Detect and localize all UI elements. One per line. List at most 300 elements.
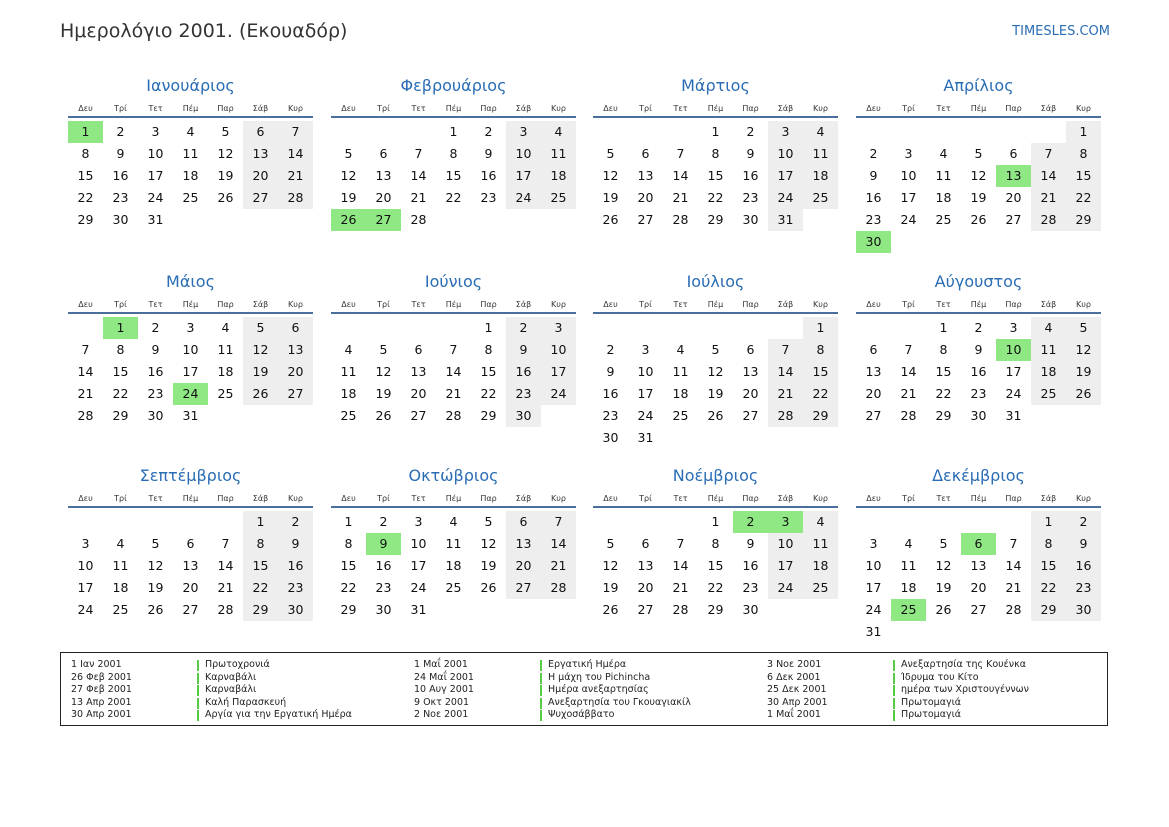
day-cell[interactable]: 22 [1031, 577, 1066, 599]
day-cell[interactable]: 5 [243, 317, 278, 339]
day-cell[interactable]: 6 [641, 146, 650, 161]
day-cell[interactable]: 30 [278, 599, 313, 621]
day-cell[interactable]: 12 [602, 168, 619, 183]
day-cell[interactable]: 8 [711, 536, 720, 551]
day-cell[interactable]: 10 [147, 146, 164, 161]
day-cell[interactable]: 11 [803, 533, 838, 555]
day-cell[interactable]: 17 [410, 558, 427, 573]
day-cell[interactable]: 1 [68, 121, 103, 143]
day-cell[interactable]: 1 [711, 514, 720, 529]
day-cell[interactable]: 24 [900, 212, 917, 227]
day-cell[interactable]: 9 [746, 536, 755, 551]
day-cell[interactable]: 9 [278, 533, 313, 555]
day-cell[interactable]: 1 [103, 317, 138, 339]
day-cell[interactable]: 19 [707, 386, 724, 401]
day-cell[interactable]: 19 [217, 168, 234, 183]
day-cell[interactable]: 29 [803, 405, 838, 427]
day-cell[interactable]: 1 [484, 320, 493, 335]
day-cell[interactable]: 10 [996, 339, 1031, 361]
day-cell[interactable]: 5 [379, 342, 388, 357]
day-cell[interactable]: 22 [77, 190, 94, 205]
day-cell[interactable]: 15 [1031, 555, 1066, 577]
day-cell[interactable]: 14 [445, 364, 462, 379]
day-cell[interactable]: 20 [506, 555, 541, 577]
day-cell[interactable]: 1 [449, 124, 458, 139]
day-cell[interactable]: 29 [112, 408, 129, 423]
day-cell[interactable]: 11 [541, 143, 576, 165]
day-cell[interactable]: 23 [742, 580, 759, 595]
day-cell[interactable]: 20 [865, 386, 882, 401]
day-cell[interactable]: 28 [445, 408, 462, 423]
day-cell[interactable]: 16 [375, 558, 392, 573]
day-cell[interactable]: 27 [742, 408, 759, 423]
day-cell[interactable]: 17 [77, 580, 94, 595]
day-cell[interactable]: 9 [116, 146, 125, 161]
day-cell[interactable]: 5 [1066, 317, 1101, 339]
day-cell[interactable]: 18 [182, 168, 199, 183]
day-cell[interactable]: 18 [112, 580, 129, 595]
day-cell[interactable]: 16 [506, 361, 541, 383]
day-cell[interactable]: 13 [637, 168, 654, 183]
day-cell[interactable]: 24 [147, 190, 164, 205]
day-cell[interactable]: 24 [865, 602, 882, 617]
day-cell[interactable]: 27 [637, 212, 654, 227]
day-cell[interactable]: 25 [1031, 383, 1066, 405]
day-cell[interactable]: 12 [1066, 339, 1101, 361]
day-cell[interactable]: 15 [340, 558, 357, 573]
day-cell[interactable]: 18 [445, 558, 462, 573]
day-cell[interactable]: 30 [602, 430, 619, 445]
day-cell[interactable]: 26 [1066, 383, 1101, 405]
day-cell[interactable]: 22 [480, 386, 497, 401]
day-cell[interactable]: 12 [480, 536, 497, 551]
day-cell[interactable]: 15 [707, 168, 724, 183]
day-cell[interactable]: 14 [541, 533, 576, 555]
day-cell[interactable]: 13 [742, 364, 759, 379]
day-cell[interactable]: 9 [974, 342, 983, 357]
day-cell[interactable]: 13 [506, 533, 541, 555]
day-cell[interactable]: 15 [77, 168, 94, 183]
day-cell[interactable]: 21 [541, 555, 576, 577]
day-cell[interactable]: 31 [768, 209, 803, 231]
day-cell[interactable]: 21 [1031, 187, 1066, 209]
day-cell[interactable]: 19 [602, 580, 619, 595]
day-cell[interactable]: 28 [672, 602, 689, 617]
day-cell[interactable]: 10 [637, 364, 654, 379]
day-cell[interactable]: 18 [672, 386, 689, 401]
day-cell[interactable]: 27 [182, 602, 199, 617]
day-cell[interactable]: 23 [480, 190, 497, 205]
day-cell[interactable]: 28 [672, 212, 689, 227]
day-cell[interactable]: 9 [366, 533, 401, 555]
day-cell[interactable]: 21 [278, 165, 313, 187]
day-cell[interactable]: 7 [541, 511, 576, 533]
day-cell[interactable]: 6 [186, 536, 195, 551]
day-cell[interactable]: 15 [243, 555, 278, 577]
day-cell[interactable]: 28 [1005, 602, 1022, 617]
day-cell[interactable]: 22 [445, 190, 462, 205]
day-cell[interactable]: 6 [869, 342, 878, 357]
day-cell[interactable]: 20 [1005, 190, 1022, 205]
day-cell[interactable]: 21 [900, 386, 917, 401]
day-cell[interactable]: 7 [904, 342, 913, 357]
day-cell[interactable]: 11 [803, 143, 838, 165]
day-cell[interactable]: 6 [243, 121, 278, 143]
day-cell[interactable]: 25 [112, 602, 129, 617]
day-cell[interactable]: 12 [707, 364, 724, 379]
day-cell[interactable]: 1 [344, 514, 353, 529]
day-cell[interactable]: 25 [891, 599, 926, 621]
day-cell[interactable]: 27 [506, 577, 541, 599]
day-cell[interactable]: 11 [112, 558, 129, 573]
day-cell[interactable]: 30 [742, 212, 759, 227]
day-cell[interactable]: 30 [112, 212, 129, 227]
day-cell[interactable]: 24 [410, 580, 427, 595]
day-cell[interactable]: 2 [746, 124, 755, 139]
day-cell[interactable]: 16 [112, 168, 129, 183]
day-cell[interactable]: 9 [506, 339, 541, 361]
day-cell[interactable]: 10 [865, 558, 882, 573]
day-cell[interactable]: 7 [768, 339, 803, 361]
day-cell[interactable]: 14 [672, 558, 689, 573]
day-cell[interactable]: 16 [147, 364, 164, 379]
day-cell[interactable]: 22 [112, 386, 129, 401]
day-cell[interactable]: 24 [541, 383, 576, 405]
day-cell[interactable]: 2 [278, 511, 313, 533]
day-cell[interactable]: 19 [375, 386, 392, 401]
day-cell[interactable]: 18 [900, 580, 917, 595]
day-cell[interactable]: 20 [278, 361, 313, 383]
day-cell[interactable]: 5 [606, 146, 615, 161]
day-cell[interactable]: 12 [602, 558, 619, 573]
day-cell[interactable]: 21 [410, 190, 427, 205]
day-cell[interactable]: 18 [935, 190, 952, 205]
day-cell[interactable]: 10 [768, 143, 803, 165]
day-cell[interactable]: 18 [803, 555, 838, 577]
day-cell[interactable]: 16 [970, 364, 987, 379]
day-cell[interactable]: 8 [344, 536, 353, 551]
day-cell[interactable]: 27 [243, 187, 278, 209]
day-cell[interactable]: 20 [637, 190, 654, 205]
day-cell[interactable]: 30 [1066, 599, 1101, 621]
day-cell[interactable]: 25 [182, 190, 199, 205]
day-cell[interactable]: 14 [1005, 558, 1022, 573]
day-cell[interactable]: 9 [869, 168, 878, 183]
day-cell[interactable]: 19 [970, 190, 987, 205]
day-cell[interactable]: 3 [506, 121, 541, 143]
day-cell[interactable]: 27 [865, 408, 882, 423]
day-cell[interactable]: 6 [278, 317, 313, 339]
day-cell[interactable]: 12 [217, 146, 234, 161]
day-cell[interactable]: 2 [733, 511, 768, 533]
day-cell[interactable]: 26 [331, 209, 366, 231]
day-cell[interactable]: 20 [637, 580, 654, 595]
day-cell[interactable]: 14 [217, 558, 234, 573]
day-cell[interactable]: 8 [1031, 533, 1066, 555]
day-cell[interactable]: 18 [340, 386, 357, 401]
day-cell[interactable]: 28 [77, 408, 94, 423]
day-cell[interactable]: 12 [147, 558, 164, 573]
day-cell[interactable]: 29 [707, 212, 724, 227]
day-cell[interactable]: 27 [637, 602, 654, 617]
day-cell[interactable]: 2 [379, 514, 388, 529]
day-cell[interactable]: 3 [904, 146, 913, 161]
day-cell[interactable]: 5 [221, 124, 230, 139]
day-cell[interactable]: 19 [147, 580, 164, 595]
day-cell[interactable]: 11 [182, 146, 199, 161]
day-cell[interactable]: 8 [711, 146, 720, 161]
day-cell[interactable]: 11 [217, 342, 234, 357]
day-cell[interactable]: 25 [803, 187, 838, 209]
day-cell[interactable]: 4 [1031, 317, 1066, 339]
day-cell[interactable]: 20 [970, 580, 987, 595]
day-cell[interactable]: 14 [278, 143, 313, 165]
day-cell[interactable]: 29 [243, 599, 278, 621]
day-cell[interactable]: 14 [768, 361, 803, 383]
day-cell[interactable]: 7 [1009, 536, 1018, 551]
day-cell[interactable]: 18 [541, 165, 576, 187]
day-cell[interactable]: 24 [768, 577, 803, 599]
day-cell[interactable]: 9 [746, 146, 755, 161]
day-cell[interactable]: 31 [147, 212, 164, 227]
day-cell[interactable]: 16 [278, 555, 313, 577]
day-cell[interactable]: 2 [1066, 511, 1101, 533]
day-cell[interactable]: 23 [1066, 577, 1101, 599]
day-cell[interactable]: 26 [375, 408, 392, 423]
day-cell[interactable]: 16 [480, 168, 497, 183]
day-cell[interactable]: 24 [637, 408, 654, 423]
day-cell[interactable]: 13 [410, 364, 427, 379]
day-cell[interactable]: 25 [672, 408, 689, 423]
day-cell[interactable]: 23 [970, 386, 987, 401]
day-cell[interactable]: 17 [1005, 364, 1022, 379]
day-cell[interactable]: 11 [900, 558, 917, 573]
day-cell[interactable]: 30 [506, 405, 541, 427]
day-cell[interactable]: 4 [344, 342, 353, 357]
day-cell[interactable]: 16 [1066, 555, 1101, 577]
day-cell[interactable]: 20 [182, 580, 199, 595]
day-cell[interactable]: 18 [1031, 361, 1066, 383]
day-cell[interactable]: 30 [375, 602, 392, 617]
day-cell[interactable]: 2 [151, 320, 160, 335]
day-cell[interactable]: 2 [606, 342, 615, 357]
day-cell[interactable]: 22 [707, 580, 724, 595]
day-cell[interactable]: 26 [602, 602, 619, 617]
day-cell[interactable]: 22 [803, 383, 838, 405]
day-cell[interactable]: 8 [116, 342, 125, 357]
day-cell[interactable]: 23 [602, 408, 619, 423]
day-cell[interactable]: 17 [900, 190, 917, 205]
day-cell[interactable]: 20 [375, 190, 392, 205]
day-cell[interactable]: 26 [243, 383, 278, 405]
day-cell[interactable]: 5 [974, 146, 983, 161]
day-cell[interactable]: 25 [541, 187, 576, 209]
day-cell[interactable]: 29 [1031, 599, 1066, 621]
day-cell[interactable]: 5 [606, 536, 615, 551]
day-cell[interactable]: 6 [746, 342, 755, 357]
day-cell[interactable]: 10 [182, 342, 199, 357]
day-cell[interactable]: 16 [742, 558, 759, 573]
day-cell[interactable]: 23 [278, 577, 313, 599]
day-cell[interactable]: 4 [904, 536, 913, 551]
day-cell[interactable]: 22 [243, 577, 278, 599]
day-cell[interactable]: 19 [935, 580, 952, 595]
day-cell[interactable]: 24 [77, 602, 94, 617]
day-cell[interactable]: 20 [243, 165, 278, 187]
day-cell[interactable]: 21 [672, 190, 689, 205]
day-cell[interactable]: 9 [484, 146, 493, 161]
day-cell[interactable]: 26 [480, 580, 497, 595]
day-cell[interactable]: 17 [541, 361, 576, 383]
day-cell[interactable]: 28 [410, 212, 427, 227]
day-cell[interactable]: 21 [768, 383, 803, 405]
day-cell[interactable]: 15 [112, 364, 129, 379]
day-cell[interactable]: 7 [1031, 143, 1066, 165]
day-cell[interactable]: 6 [641, 536, 650, 551]
day-cell[interactable]: 17 [147, 168, 164, 183]
day-cell[interactable]: 26 [970, 212, 987, 227]
day-cell[interactable]: 7 [81, 342, 90, 357]
day-cell[interactable]: 6 [506, 511, 541, 533]
day-cell[interactable]: 3 [768, 121, 803, 143]
day-cell[interactable]: 24 [173, 383, 208, 405]
day-cell[interactable]: 19 [480, 558, 497, 573]
day-cell[interactable]: 28 [278, 187, 313, 209]
day-cell[interactable]: 26 [707, 408, 724, 423]
day-cell[interactable]: 1 [1031, 511, 1066, 533]
day-cell[interactable]: 24 [506, 187, 541, 209]
day-cell[interactable]: 4 [449, 514, 458, 529]
day-cell[interactable]: 9 [1066, 533, 1101, 555]
day-cell[interactable]: 16 [602, 386, 619, 401]
day-cell[interactable]: 12 [935, 558, 952, 573]
day-cell[interactable]: 14 [1031, 165, 1066, 187]
day-cell[interactable]: 29 [77, 212, 94, 227]
day-cell[interactable]: 31 [410, 602, 427, 617]
day-cell[interactable]: 4 [541, 121, 576, 143]
day-cell[interactable]: 28 [217, 602, 234, 617]
day-cell[interactable]: 14 [77, 364, 94, 379]
day-cell[interactable]: 5 [151, 536, 160, 551]
day-cell[interactable]: 10 [77, 558, 94, 573]
day-cell[interactable]: 28 [768, 405, 803, 427]
day-cell[interactable]: 2 [974, 320, 983, 335]
day-cell[interactable]: 4 [676, 342, 685, 357]
day-cell[interactable]: 23 [375, 580, 392, 595]
day-cell[interactable]: 27 [1005, 212, 1022, 227]
day-cell[interactable]: 5 [344, 146, 353, 161]
day-cell[interactable]: 22 [340, 580, 357, 595]
day-cell[interactable]: 8 [449, 146, 458, 161]
day-cell[interactable]: 31 [182, 408, 199, 423]
day-cell[interactable]: 17 [637, 386, 654, 401]
day-cell[interactable]: 30 [742, 602, 759, 617]
day-cell[interactable]: 25 [340, 408, 357, 423]
day-cell[interactable]: 11 [935, 168, 952, 183]
day-cell[interactable]: 17 [768, 165, 803, 187]
day-cell[interactable]: 6 [414, 342, 423, 357]
day-cell[interactable]: 9 [151, 342, 160, 357]
day-cell[interactable]: 27 [278, 383, 313, 405]
day-cell[interactable]: 9 [606, 364, 615, 379]
day-cell[interactable]: 17 [506, 165, 541, 187]
day-cell[interactable]: 8 [243, 533, 278, 555]
day-cell[interactable]: 30 [970, 408, 987, 423]
day-cell[interactable]: 1 [1066, 121, 1101, 143]
day-cell[interactable]: 19 [602, 190, 619, 205]
day-cell[interactable]: 1 [939, 320, 948, 335]
day-cell[interactable]: 28 [1031, 209, 1066, 231]
day-cell[interactable]: 14 [410, 168, 427, 183]
day-cell[interactable]: 11 [340, 364, 357, 379]
day-cell[interactable]: 25 [935, 212, 952, 227]
day-cell[interactable]: 6 [1009, 146, 1018, 161]
day-cell[interactable]: 20 [742, 386, 759, 401]
day-cell[interactable]: 2 [116, 124, 125, 139]
day-cell[interactable]: 5 [939, 536, 948, 551]
day-cell[interactable]: 29 [1066, 209, 1101, 231]
day-cell[interactable]: 21 [445, 386, 462, 401]
day-cell[interactable]: 13 [637, 558, 654, 573]
day-cell[interactable]: 13 [865, 364, 882, 379]
day-cell[interactable]: 23 [112, 190, 129, 205]
day-cell[interactable]: 13 [970, 558, 987, 573]
day-cell[interactable]: 28 [541, 577, 576, 599]
day-cell[interactable]: 4 [803, 121, 838, 143]
day-cell[interactable]: 11 [445, 536, 462, 551]
day-cell[interactable]: 3 [768, 511, 803, 533]
day-cell[interactable]: 22 [707, 190, 724, 205]
day-cell[interactable]: 31 [1005, 408, 1022, 423]
day-cell[interactable]: 17 [768, 555, 803, 577]
day-cell[interactable]: 11 [1031, 339, 1066, 361]
day-cell[interactable]: 15 [707, 558, 724, 573]
day-cell[interactable]: 7 [676, 146, 685, 161]
day-cell[interactable]: 13 [278, 339, 313, 361]
day-cell[interactable]: 21 [217, 580, 234, 595]
day-cell[interactable]: 10 [768, 533, 803, 555]
day-cell[interactable]: 3 [1009, 320, 1018, 335]
day-cell[interactable]: 12 [970, 168, 987, 183]
day-cell[interactable]: 15 [1066, 165, 1101, 187]
day-cell[interactable]: 3 [869, 536, 878, 551]
day-cell[interactable]: 8 [939, 342, 948, 357]
day-cell[interactable]: 10 [506, 143, 541, 165]
day-cell[interactable]: 29 [480, 408, 497, 423]
day-cell[interactable]: 13 [375, 168, 392, 183]
day-cell[interactable]: 13 [243, 143, 278, 165]
day-cell[interactable]: 3 [541, 317, 576, 339]
day-cell[interactable]: 2 [484, 124, 493, 139]
day-cell[interactable]: 25 [803, 577, 838, 599]
day-cell[interactable]: 17 [182, 364, 199, 379]
day-cell[interactable]: 11 [672, 364, 689, 379]
day-cell[interactable]: 28 [900, 408, 917, 423]
day-cell[interactable]: 23 [742, 190, 759, 205]
day-cell[interactable]: 3 [414, 514, 423, 529]
day-cell[interactable]: 4 [116, 536, 125, 551]
day-cell[interactable]: 26 [935, 602, 952, 617]
day-cell[interactable]: 17 [865, 580, 882, 595]
day-cell[interactable]: 3 [641, 342, 650, 357]
day-cell[interactable]: 30 [147, 408, 164, 423]
day-cell[interactable]: 27 [970, 602, 987, 617]
day-cell[interactable]: 29 [340, 602, 357, 617]
day-cell[interactable]: 7 [414, 146, 423, 161]
day-cell[interactable]: 1 [711, 124, 720, 139]
day-cell[interactable]: 29 [935, 408, 952, 423]
day-cell[interactable]: 12 [340, 168, 357, 183]
